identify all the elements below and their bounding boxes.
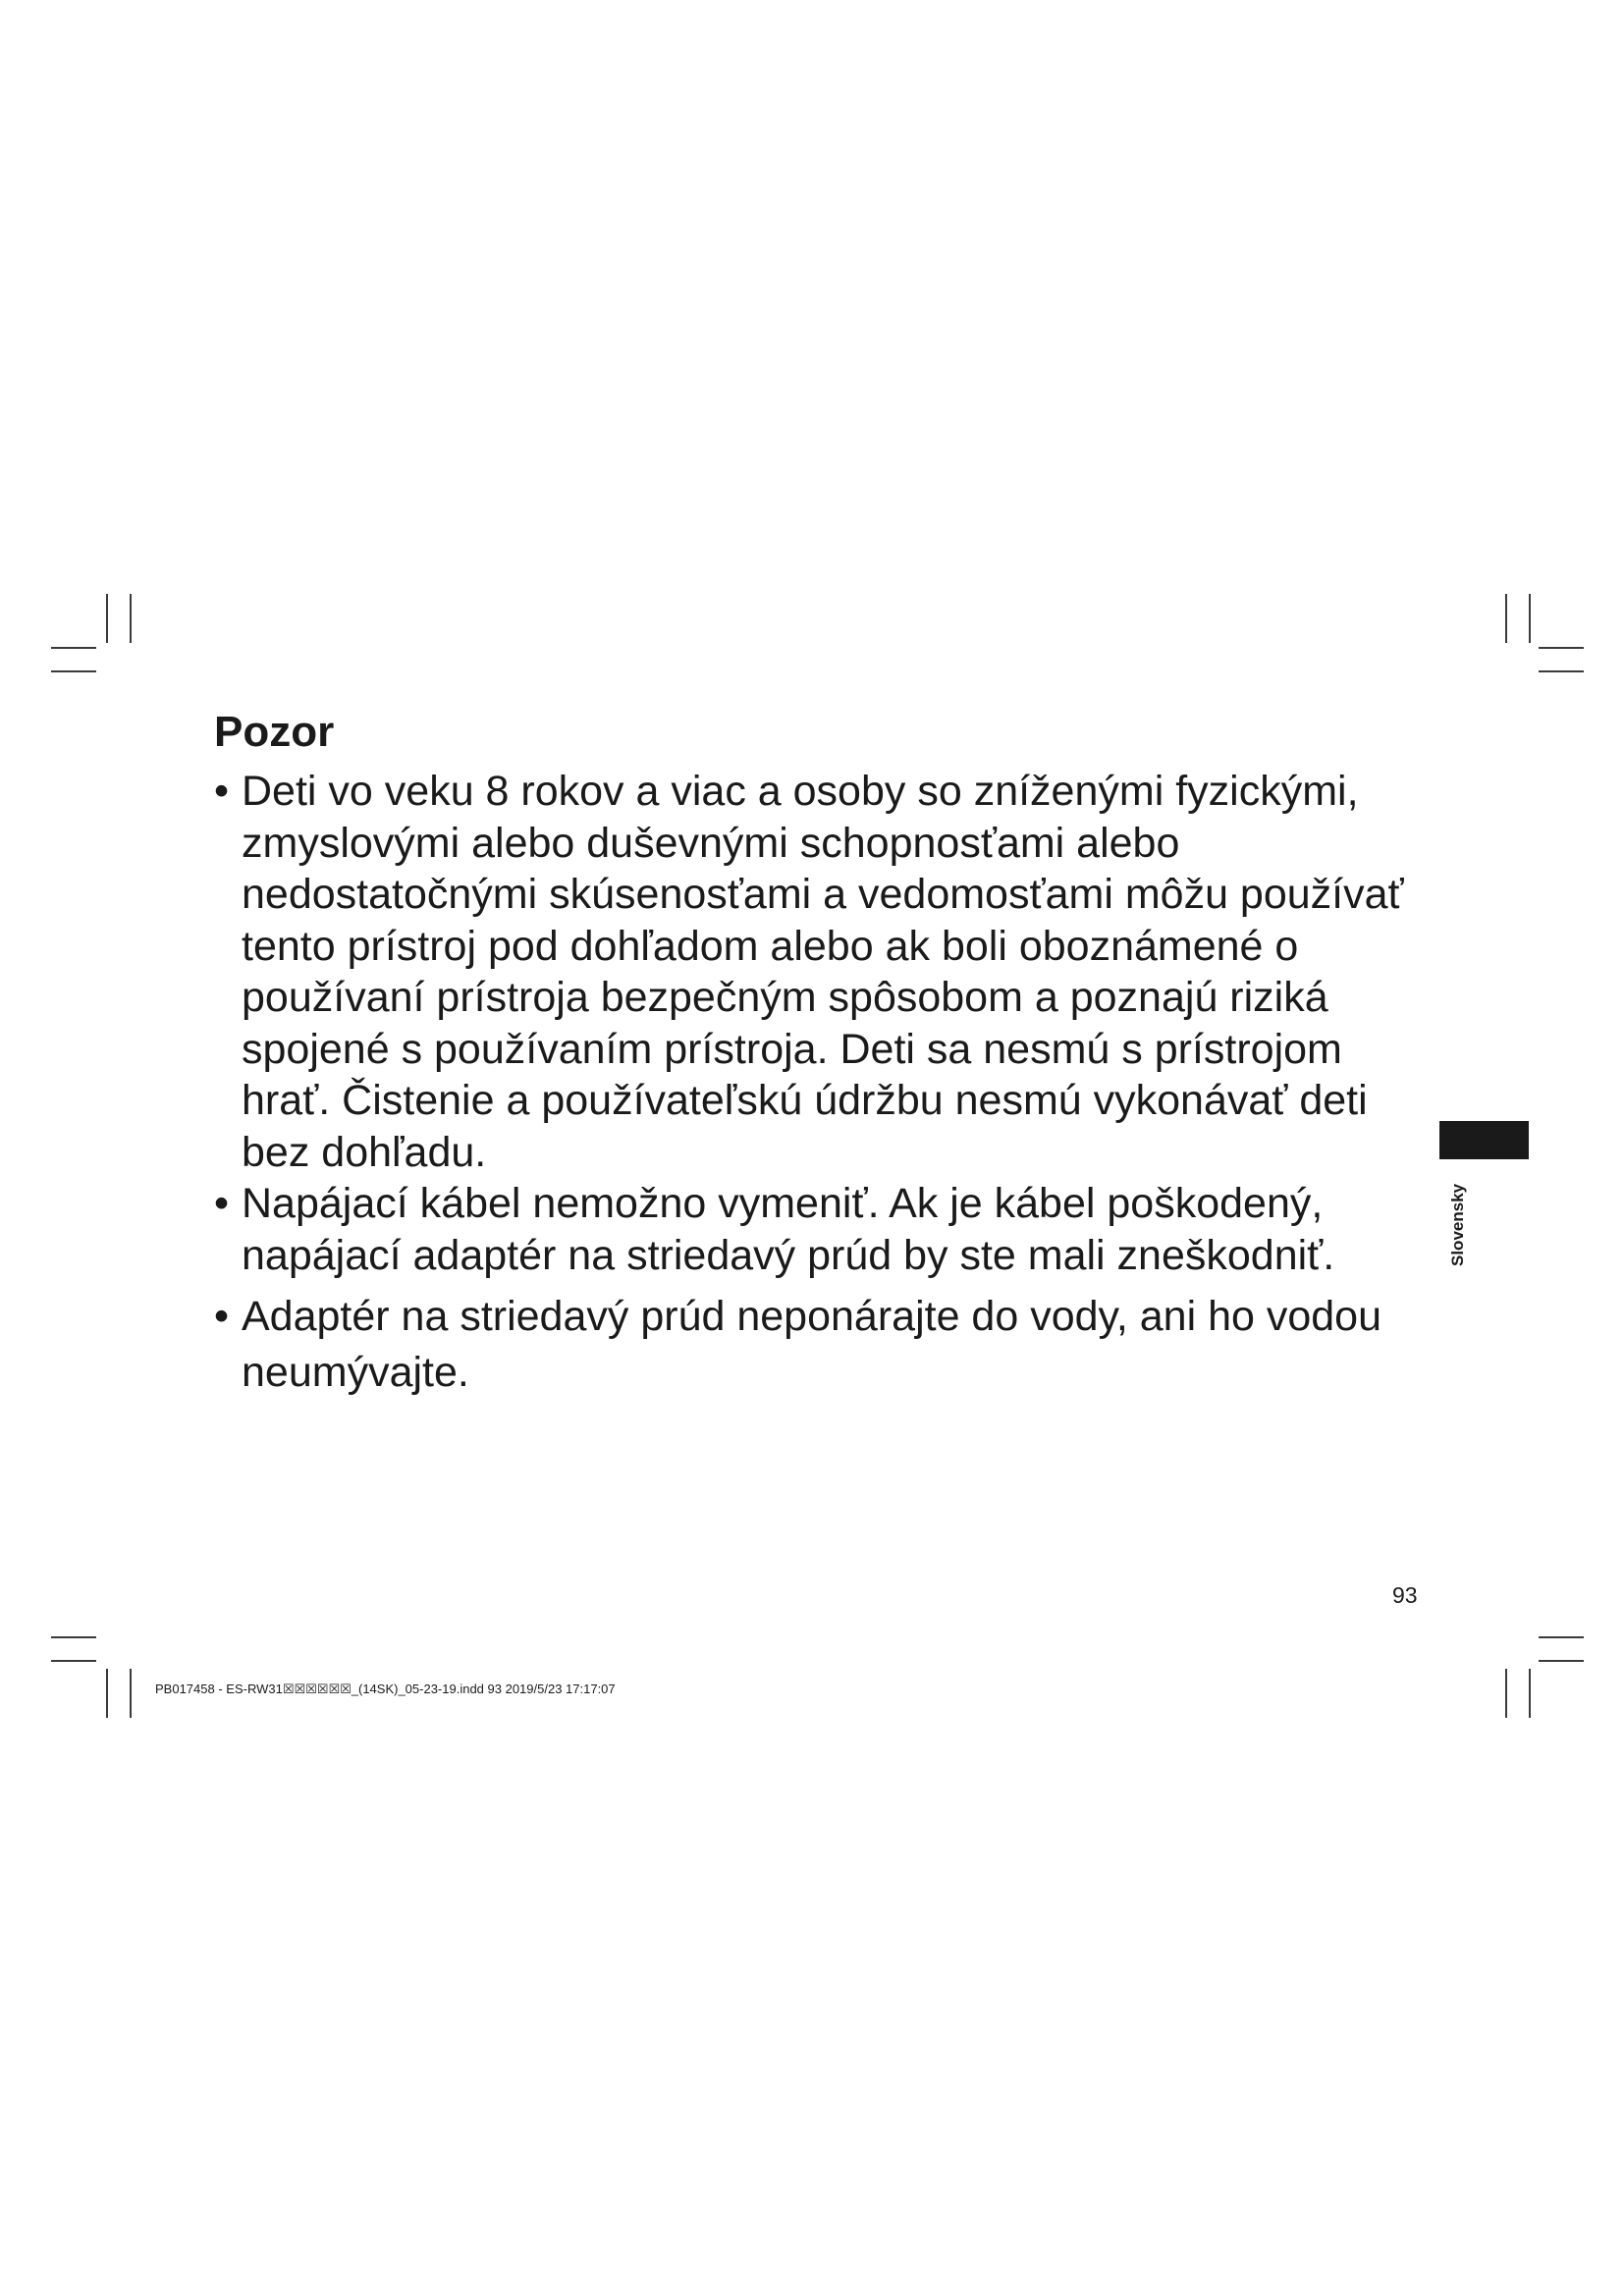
caution-item-3 (214, 1289, 1412, 1401)
print-slug: PB017458 - ES-RW31☒☒☒☒☒☒_(14SK)_05-23-19.indd 93 2019/5/23 17:17:07 (155, 1682, 616, 1696)
caution-item-text: Deti vo veku 8 rokov a viac a osoby so zníženými fyzickými, zmyslovými alebo duševnými schopnosťami alebo nedostatočnými skúsenosťami a vedomosťami môžu používať tento prístroj pod dohľadom alebo ak boli oboznámené o používaní prístroja bezpečným spôsobom a poznajú riziká spojené s používaním prístroja. Deti sa nesmú s prístrojom hrať. Čistenie a používateľskú údržbu nesmú vykonávať deti bez dohľadu. (242, 768, 1404, 1176)
crop-mark-top-left-v2 (130, 594, 132, 643)
crop-mark-top-left-h1 (51, 647, 96, 649)
crop-mark-bottom-left-v1 (106, 1669, 108, 1718)
caution-item-2 (214, 1178, 1412, 1281)
crop-mark-bottom-right-v1 (1505, 1669, 1507, 1718)
crop-mark-top-right-h2 (1539, 670, 1584, 672)
bullet-icon: • (214, 768, 230, 815)
crop-mark-bottom-right-h2 (1539, 1660, 1584, 1662)
crop-mark-bottom-left-v2 (130, 1669, 132, 1718)
page-number: 93 (1392, 1582, 1418, 1608)
crop-mark-top-right-v2 (1529, 594, 1531, 643)
bullet-icon: • (214, 1180, 230, 1227)
caution-list (214, 766, 1412, 1401)
section-heading: Pozor (214, 708, 335, 756)
bullet-icon: • (214, 1293, 230, 1340)
language-tab-marker (1439, 1121, 1529, 1159)
crop-mark-bottom-left-h2 (51, 1660, 96, 1662)
caution-item-1 (214, 766, 1412, 1178)
language-tab-label: Slovensky (1448, 1183, 1467, 1266)
crop-mark-bottom-right-h1 (1539, 1636, 1584, 1638)
crop-mark-bottom-right-v2 (1529, 1669, 1531, 1718)
crop-mark-bottom-left-h1 (51, 1636, 96, 1638)
crop-mark-top-right-h1 (1539, 647, 1584, 649)
crop-mark-top-right-v1 (1505, 594, 1507, 643)
crop-mark-top-left-h2 (51, 670, 96, 672)
caution-section (214, 705, 1412, 1401)
caution-item-text: Adaptér na striedavý prúd neponárajte do vody, ani ho vodou neumývajte. (242, 1293, 1381, 1396)
crop-mark-top-left-v1 (106, 594, 108, 643)
caution-item-text: Napájací kábel nemožno vymeniť. Ak je kábel poškodený, napájací adaptér na striedavý prúd by ste mali zneškodniť. (242, 1180, 1335, 1279)
